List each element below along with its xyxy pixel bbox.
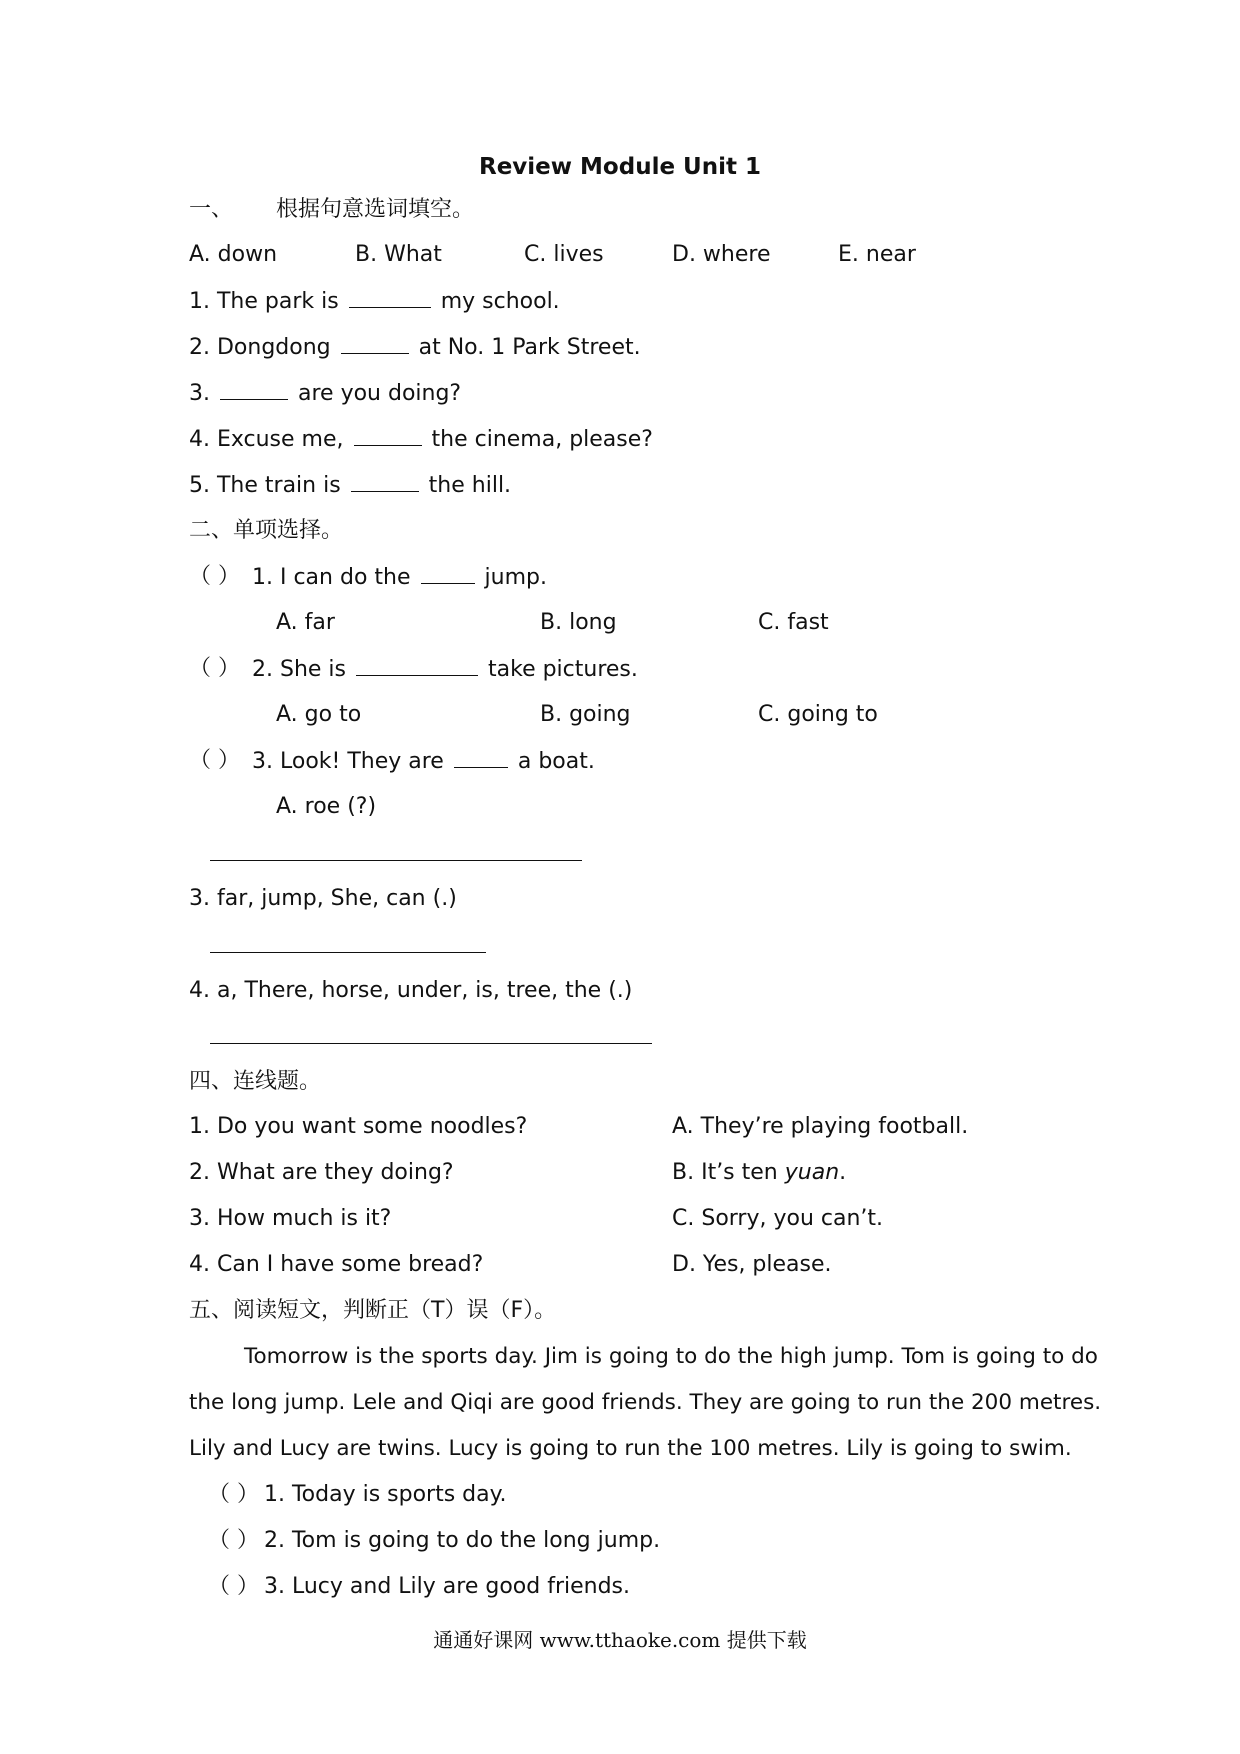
choice-question-2: 2. She is take pictures. [252,657,638,682]
match-left-2[interactable]: 2. What are they doing? [189,1160,454,1185]
answer-blank[interactable] [349,287,431,308]
option-d: D. where [672,242,771,267]
answer-line[interactable] [210,1043,652,1044]
passage-line-2: the long jump. Lele and Qiqi are good friends. They are going to run the 200 metres. [189,1390,1102,1415]
judge-item-1: 1. Today is sports day. [264,1482,507,1507]
match-left-1[interactable]: 1. Do you want some noodles? [189,1114,528,1139]
answer-blank[interactable] [341,333,409,354]
q2-option-b[interactable]: B. going [540,702,631,727]
answer-paren[interactable]: （ ） [189,656,240,681]
option-c: C. lives [524,242,604,267]
answer-paren[interactable]: （ ） [189,748,240,773]
section1-number: 一、 [189,197,234,222]
q2-option-c[interactable]: C. going to [758,702,878,727]
match-right-a[interactable]: A. They’re playing football. [672,1114,969,1139]
answer-blank [454,747,508,768]
answer-paren[interactable]: （ ） [208,1482,259,1507]
page-title: Review Module Unit 1 [479,154,761,180]
option-e: E. near [838,242,916,267]
q1-option-a[interactable]: A. far [276,610,335,635]
match-right-d[interactable]: D. Yes, please. [672,1252,832,1277]
option-b: B. What [355,242,442,267]
passage-line-3: Lily and Lucy are twins. Lucy is going to run the 100 metres. Lily is going to swim. [189,1436,1072,1461]
judge-item-3: 3. Lucy and Lily are good friends. [264,1574,630,1599]
q1-option-c[interactable]: C. fast [758,610,829,635]
q1-option-b[interactable]: B. long [540,610,617,635]
section5-heading: 五、阅读短文，判断正（T）误（F）。 [189,1298,557,1323]
match-right-b[interactable]: B. It’s ten yuan. [672,1160,847,1185]
choice-question-1: 1. I can do the jump. [252,565,547,590]
answer-blank[interactable] [220,379,288,400]
q3-option-a[interactable]: A. roe (?) [276,794,377,819]
answer-paren[interactable]: （ ） [208,1528,259,1553]
passage-line-1: Tomorrow is the sports day. Jim is going to do the high jump. Tom is going to do [244,1344,1098,1369]
answer-blank [421,563,475,584]
q2-option-a[interactable]: A. go to [276,702,362,727]
match-left-4[interactable]: 4. Can I have some bread? [189,1252,484,1277]
rearrange-item-3: 3. far, jump, She, can (.) [189,886,457,911]
answer-line[interactable] [210,952,486,953]
match-left-3[interactable]: 3. How much is it? [189,1206,392,1231]
fill-item-4: 4. Excuse me, the cinema, please? [189,427,653,452]
choice-question-3: 3. Look! They are a boat. [252,749,595,774]
rearrange-item-4: 4. a, There, horse, under, is, tree, the (.) [189,978,633,1003]
answer-blank[interactable] [351,471,419,492]
answer-paren[interactable]: （ ） [189,564,240,589]
answer-blank[interactable] [354,425,422,446]
fill-item-3: 3. are you doing? [189,381,462,406]
option-a: A. down [189,242,278,267]
section4-heading: 四、连线题。 [189,1069,322,1094]
answer-paren[interactable]: （ ） [208,1574,259,1599]
section1-heading: 根据句意选词填空。 [276,197,475,222]
answer-blank [356,655,478,676]
page-footer: 通通好课网 www.tthaoke.com 提供下载 [433,1628,807,1652]
answer-line[interactable] [210,860,582,861]
judge-item-2: 2. Tom is going to do the long jump. [264,1528,661,1553]
fill-item-1: 1. The park is my school. [189,289,560,314]
fill-item-5: 5. The train is the hill. [189,473,512,498]
section2-heading: 二、单项选择。 [189,518,344,543]
match-right-c[interactable]: C. Sorry, you can’t. [672,1206,884,1231]
fill-item-2: 2. Dongdong at No. 1 Park Street. [189,335,641,360]
